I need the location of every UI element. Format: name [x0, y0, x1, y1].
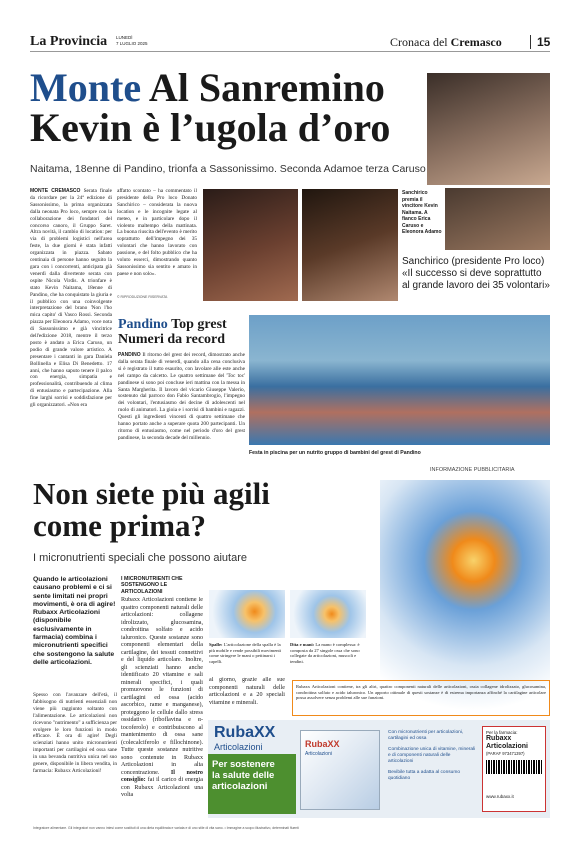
ad-col3: al giorno, grazie alle sue componenti naturali delle articolazioni e a 20 speciali vitamine e minerali. — [209, 677, 285, 706]
pharmacy-box — [482, 726, 546, 812]
ad-lead: Quando le articolazioni causano problemi e ci si sente limitati nei propri movimenti, è ora di agire! Rubaxx Articolazioni (disponibile esclusivamente in farmacia) combina i micronutrienti specifici che sostengono la salute delle articolazioni. — [33, 576, 116, 666]
banner-line3: articolazioni — [212, 781, 268, 792]
ad-col2-heading: I MICRONUTRIENTI CHE SOSTENGONO LE ARTICOLAZIONI — [121, 576, 183, 595]
hand-image — [290, 590, 366, 638]
brand-logo[interactable] — [214, 724, 275, 742]
header-day: LUNEDÌ — [116, 35, 133, 40]
headline-kicker: Monte — [30, 65, 142, 110]
ad-col2 — [121, 597, 203, 819]
benefit-item: Combinazione unica di vitamine, minerali e di componenti naturali delle articolazioni — [388, 747, 476, 764]
hand-caption-text: La mano è complessa: è composta da 27 singole ossa che sono collegate da articolazioni, muscoli e tendini. — [290, 642, 360, 664]
hand-caption — [290, 642, 366, 664]
masthead — [30, 34, 550, 52]
website-link[interactable]: www.rubaxx.it — [486, 794, 514, 799]
banner-line2: la salute delle — [212, 770, 275, 781]
section-place: Cremasco — [450, 35, 502, 49]
brand-name: RubaXX — [214, 724, 276, 741]
ad-info-box: Rubaxx Articolazioni contiene, tra gli altri, quattro componenti naturali delle articolazioni, ossia collagene idrolizzato, glucosamina, condroitina solfato e acido ialuronico. Un apporto ottimale di questi sostanze è di estrema importanza affinché la cartilagine articolare possa assolvere senza problemi alle sue funzioni. — [292, 680, 550, 716]
ad-col1b: Spesso con l'avanzare dell'età, il fabbisogno di nutrienti essenziali non viene più raggiunto soltanto con l'alimentazione. Le articolazioni non ricevono "nutrimento" a sufficienza per svolgere le loro funzioni in modo efficace. È ora di agire! Degli scienziati hanno unito micronutrienti importanti per cartilagini ed ossa sane in una bevanda nutritiva unica nel suo genere, disponibile in libera vendita, in farmacia: Rubaxx Articolazioni! — [33, 692, 117, 774]
benefit-item: Bevibile tutta a adatta al consumo quotidiano — [388, 770, 460, 781]
headline-part2: Kevin è l’ugola d’oro — [30, 105, 391, 150]
ad-headline — [33, 478, 353, 542]
product-box-brand: RubaXX — [305, 739, 340, 749]
pharmacy-label: Per la farmacia: — [486, 730, 518, 735]
ad-tip-label: Il nostro consiglio: — [121, 769, 203, 783]
winner-photo — [427, 73, 550, 185]
shoulder-caption-label: Spalle: — [209, 642, 223, 647]
article1-quote: Sanchirico (presidente Pro loco) «Il successo si deve soprattutto al grande lavoro dei 35 volontari» — [402, 256, 550, 291]
banner-claim — [208, 754, 296, 814]
article1-headline — [30, 65, 430, 150]
product-banner — [208, 720, 550, 818]
joint-illustration — [380, 480, 550, 710]
shoulder-image — [209, 590, 285, 638]
ad-headline-line1: Non siete più agili — [33, 476, 270, 511]
grest-photo — [249, 315, 550, 445]
article2-dateline: PANDINO — [118, 352, 141, 358]
article2-headline-part2: Numeri da record — [118, 332, 226, 347]
header-date: 7 LUGLIO 2025 — [116, 41, 148, 46]
barcode — [486, 760, 542, 774]
benefit-list — [388, 730, 476, 782]
ad-label: INFORMAZIONE PUBBLICITARIA — [430, 467, 515, 473]
article1-col1-text: Serata finale da ricordare per la 24ª edizione di Sassonissimo, la prima organizzata dalla neonata Pro loco, sempre con la collaborazione dei fondatori del concorso canoro, il Gruppo Saret. Altra novità, il cambio di location: per via di problemi logistici nell'area feste, la due giorni è stata infatti organizzata in piazza. Sabato centinaia di persone hanno seguito la gara con i concorrenti, anticipata già venerdì dalla divertente serata con ospite Nicola Virdis. A trionfare è stato Kevin Naitama, 18enne di Pandino, che ha conquistato la giuria e il pubblico con una coinvolgente interpretazione del brano 'Non l'ho mica capito' di Vasco Rossi. Seconda piazza per Eleonora Adamo, voce nota di Sassonissimo e già vincitrice dell'edizione 2018, mentre il terzo posto è andato a Erica Caruso, un podio di grande valore artistico. A presentare i cantanti in gara Daniela Bollinella e Elisa Di Benedetto. 17 anni, che hanno saputo tenere il palco con energia, simpatia e professionalità, contribuendo al clima di entusiasmo e partecipazione. Alla fine larghi sorrisi e soddisfazione per gli organizzatori. «Non era — [30, 188, 112, 409]
hand-caption-label: Dita e mani: — [290, 642, 315, 647]
singer-photo-2 — [302, 189, 398, 301]
pharmacy-brand: Rubaxx Articolazioni — [486, 735, 529, 750]
article2-body-text: Il ritorno del grest dei record, dimostrato anche dalla serata finale di venerdì, quando alla cena conclusiva si è registrato il tutto esaurito, con lavolare alle este anche nel campo da calcetto. Le quattro settimane del 'Toc toc' pandinese si sono poi concluse ieri mattina con la messa in Santa Margherita. Il lavoro del vicario Giuseppe Valerio, sostenuto dal parroco don Fabio Santambrogio, l'impegno dei volontari, l'entusiasmo dei decine di adolescenti nel ruolo di animatori. La gioia e i sorrisi di bambini e ragazzi. Questi gli ingredienti vincenti di quattro settimane che hanno portato anche a superare quota 200 partecipanti. Un ritorno di entusiasmo, come nel periodo d'oro del grest pandinese, la seconda decade del millennio. — [118, 352, 245, 441]
headline-part1: Al Sanremino — [148, 65, 385, 110]
banner-line1: Per sostenere — [212, 759, 275, 770]
reserved-note: © RIPRODUZIONE RISERVATA — [117, 295, 168, 299]
page-number: 15 — [530, 35, 550, 49]
section-title — [390, 35, 502, 50]
ad-subhead: I micronutrienti speciali che possono aiutare — [33, 552, 248, 564]
article2-kicker: Pandino — [118, 317, 168, 332]
singer-photo-1 — [203, 189, 298, 301]
grest-photo-caption: Festa in piscina per un nutrito gruppo di bambini del grest di Pandino — [249, 450, 421, 456]
article1-subtitle: Naitama, 18enne di Pandino, trionfa a Sassonissimo. Seconda Adamoe terza Caruso — [30, 163, 426, 175]
article1-col2-text: affatto scontato – ha commentato il presidente della Pro loco Donato Sanchirico – considerata la nuova location e le incognite legate al meteo, e in particolare dopo il violento maltempo della mattinata. La buona riuscita dell'evento è merito soprattutto dell'impegno dei 35 volontari che hanno lavorato con passione, e del folto pubblico che ha voluto esserci, dimostrando quanto Sassonissimo sia sentito e amato in paese e non solo». — [117, 188, 197, 277]
product-box-sub: Articolazioni — [305, 751, 332, 757]
award-photo — [445, 188, 550, 250]
article1-col2 — [117, 188, 197, 308]
benefit-item: Con micronutrienti per articolazioni, cartilagini ed ossa — [388, 730, 464, 741]
ad-tip-text: fai il carico di energia con Rubaxx Articolazioni una volta — [121, 777, 203, 798]
article2-headline — [118, 317, 248, 347]
shoulder-caption — [209, 642, 285, 664]
section-prefix: Cronaca del — [390, 35, 448, 49]
article2-headline-part1: Top grest — [171, 317, 227, 332]
brand-subtitle: Articolazioni — [214, 742, 263, 752]
ad-col2-text: Rubaxx Articolazioni contiene le quattro componenti naturali delle articolazioni: collagene idrolizzato, glucosamina, condroitina solfato e acido ialuronico. Queste sostanze sono componenti elementari della cartilagine, dei tessuti connettivi e del liquido articolare. Inoltre, gli scienziati hanno anche identificato 20 vitamine e sali minerali specifici, i quali promuovono le funzioni di cartilagini ed ossa (acido ascorbico, rame e manganese), proteggono le cellule dallo stress ossidativo (riboflavina e α-tocoferolo) e contribuiscono al mantenimento di ossa sane (colecalciferolo e fillochinone). Tutte queste sostanze nutritive sono contenute in Rubaxx Articolazioni in alta concentrazione. — [121, 597, 203, 776]
ad-headline-line2: come prima? — [33, 508, 207, 543]
pharmacy-code: (PARAF 973471397) — [486, 751, 525, 756]
article2-body — [118, 352, 245, 464]
ad-disclaimer: Integratore alimentare. Gli integratori non vanno intesi come sostituti di una dieta equilibrata e variata e di uno stile di vita sano. • Immagine a scopo illustrativo, determinati fluenti — [33, 826, 299, 830]
article1-col1 — [30, 188, 112, 460]
photo-caption: Sanchirico premia il vincitore Kevin Naitama. A fianco Erica Caruso e Eleonora Adamo — [402, 190, 442, 235]
article1-dateline: MONTE CREMASCO — [30, 188, 81, 194]
newspaper-name[interactable]: La Provincia — [30, 34, 108, 49]
shoulder-caption-text: L'articolazione della spalla è la più mobile e rende possibili movimenti come stringere le mani o pettinarsi i capelli. — [209, 642, 282, 664]
product-box — [300, 730, 380, 810]
